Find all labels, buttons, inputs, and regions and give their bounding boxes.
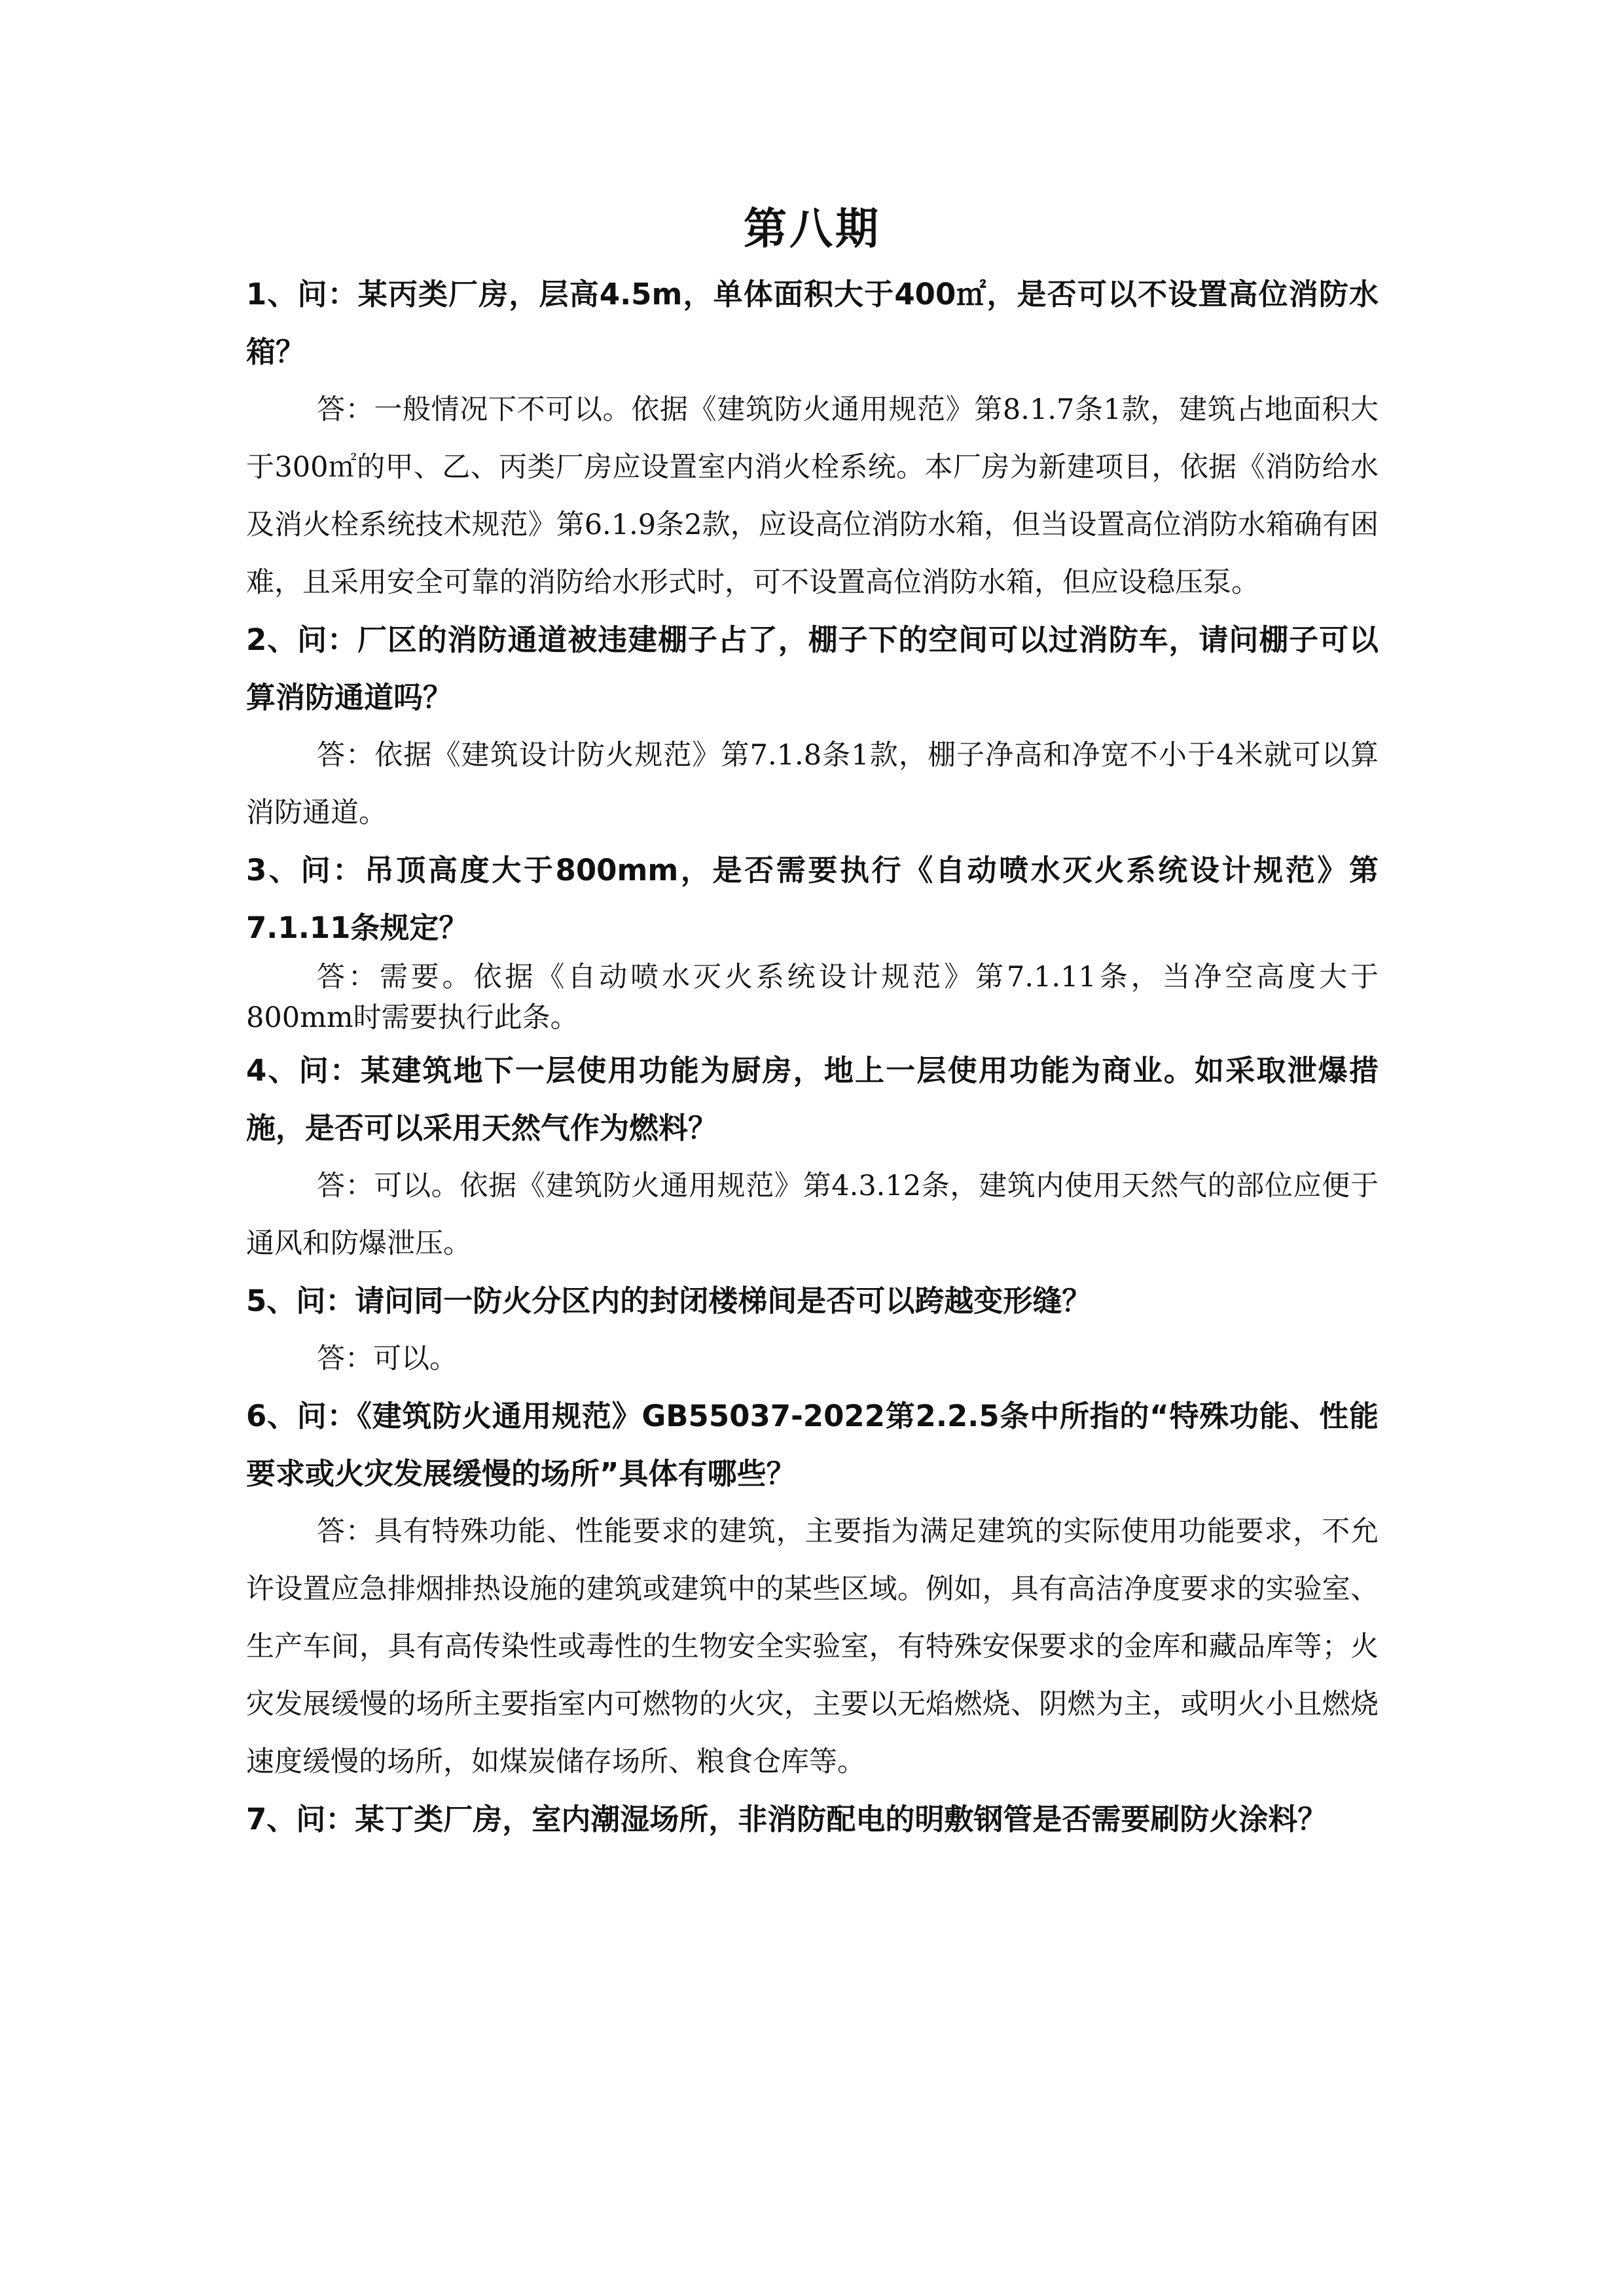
answer-1: 答：一般情况下不可以。依据《建筑防火通用规范》第8.1.7条1款，建筑占地面积大于300㎡的甲、乙、丙类厂房应设置室内消火栓系统。本厂房为新建项目，依据《消防给水及消火栓系统技术规范》第6.1.9条2款，应设高位消防水箱，但当设置高位消防水箱确有困难，且采用安全可靠的消防给水形式时，可不设置高位消防水箱，但应设稳压泵。 <box>246 393 1379 599</box>
answer-2: 答：依据《建筑设计防火规范》第7.1.8条1款，棚子净高和净宽不小于4米就可以算消防通道。 <box>246 739 1379 829</box>
question-1: 1、问：某丙类厂房，层高4.5m，单体面积大于400㎡，是否可以不设置高位消防水箱？ <box>246 277 1379 369</box>
page-title: 第八期 <box>744 204 881 254</box>
answer-3: 答：需要。依据《自动喷水灭火系统设计规范》第7.1.11条，当净空高度大于800mm时需要执行此条。 <box>246 961 1379 1034</box>
answer-6: 答：具有特殊功能、性能要求的建筑，主要指为满足建筑的实际使用功能要求，不允许设置应急排烟排热设施的建筑或建筑中的某些区域。例如，具有高洁净度要求的实验室、生产车间，具有高传染性或毒性的生物安全实验室，有特殊安保要求的金库和藏品库等；火灾发展缓慢的场所主要指室内可燃物的火灾，主要以无焰燃烧、阴燃为主，或明火小且燃烧速度缓慢的场所，如煤炭储存场所、粮食仓库等。 <box>246 1515 1379 1778</box>
question-3: 3、问：吊顶高度大于800mm，是否需要执行《自动喷水灭火系统设计规范》第7.1.11条规定？ <box>246 853 1379 945</box>
question-7: 7、问：某丁类厂房，室内潮湿场所，非消防配电的明敷钢管是否需要刷防火涂料？ <box>246 1802 1327 1837</box>
question-6: 6、问：《建筑防火通用规范》GB55037-2022第2.2.5条中所指的“特殊功能、性能要求或火灾发展缓慢的场所”具体有哪些？ <box>246 1399 1379 1491</box>
answer-4: 答：可以。依据《建筑防火通用规范》第4.3.12条，建筑内使用天然气的部位应便于通风和防爆泄压。 <box>246 1170 1379 1260</box>
question-2: 2、问：厂区的消防通道被违建棚子占了，棚子下的空间可以过消防车，请问棚子可以算消防通道吗？ <box>246 622 1379 715</box>
answer-5: 答：可以。 <box>317 1342 458 1375</box>
question-5: 5、问：请问同一防火分区内的封闭楼梯间是否可以跨越变形缝？ <box>246 1283 1092 1318</box>
document-body <box>246 196 1379 1848</box>
question-4: 4、问：某建筑地下一层使用功能为厨房，地上一层使用功能为商业。如采取泄爆措施，是否可以采用天然气作为燃料？ <box>246 1053 1379 1145</box>
